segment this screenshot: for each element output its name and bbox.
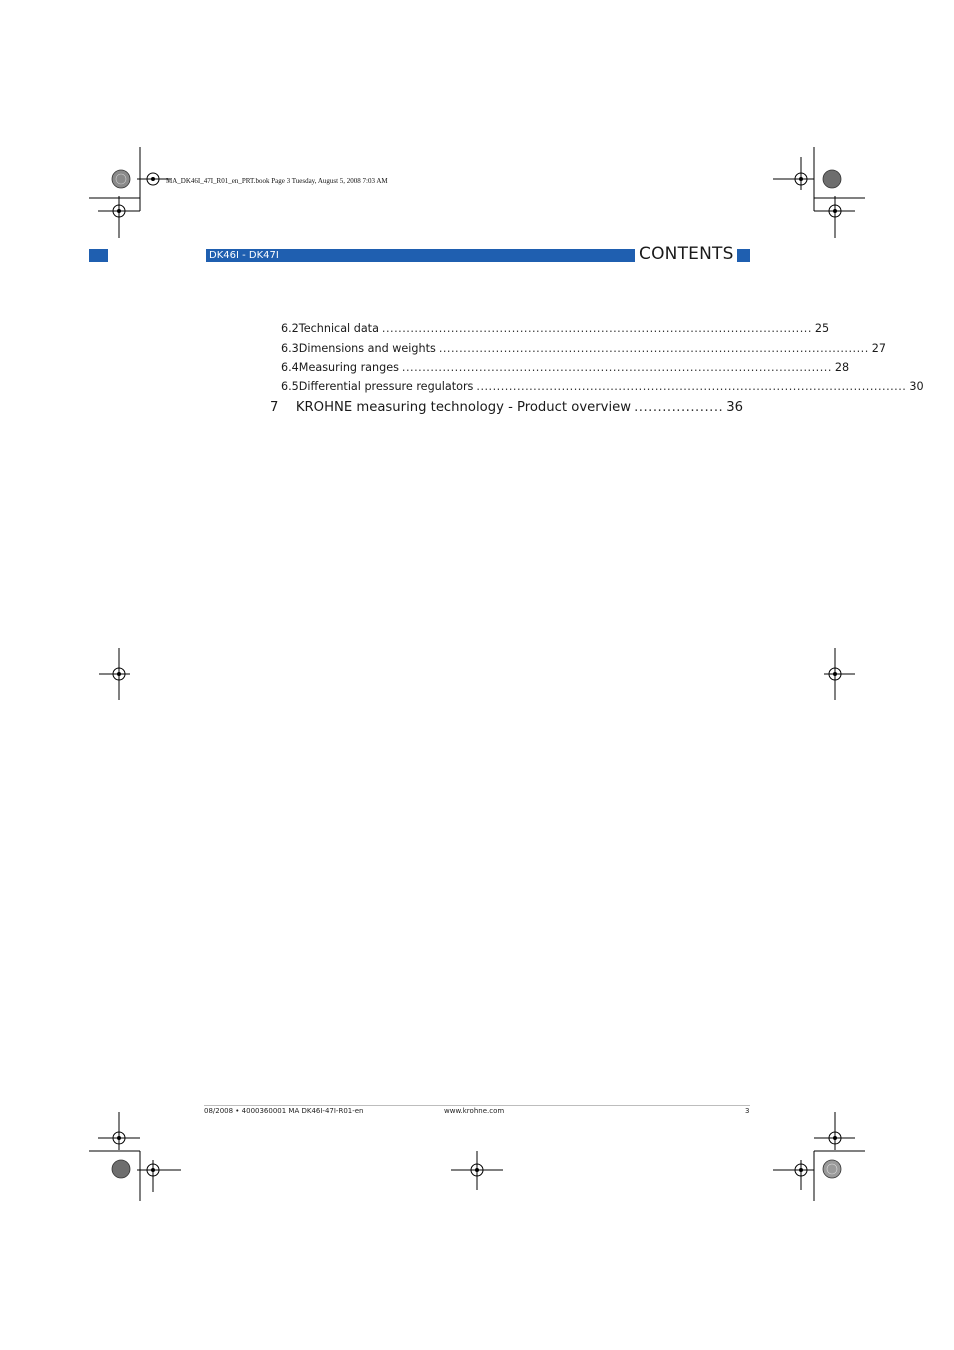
toc-entry[interactable]: [270, 361, 850, 374]
print-slug: MA_DK46I_47I_R01_en_PRT.book Page 3 Tuesday, August 5, 2008 7:03 AM: [166, 177, 388, 185]
toc-leader: ..........................................................................................................: [438, 342, 869, 355]
toc-page: 25: [814, 322, 830, 335]
toc-number: 6.3: [281, 342, 299, 355]
toc-leader: ...................: [634, 400, 724, 415]
toc-page: 27: [871, 342, 887, 355]
page-title: CONTENTS: [639, 244, 734, 264]
toc-leader: ..........................................................................................................: [476, 380, 907, 393]
toc-page: 28: [834, 361, 850, 374]
header-bar: [206, 249, 635, 262]
toc-entry-chapter[interactable]: [270, 400, 743, 415]
toc-leader: ..........................................................................................................: [401, 361, 832, 374]
footer-doc-info: 08/2008 • 4000360001 MA DK46I-47I-R01-en: [204, 1107, 364, 1115]
toc-entry[interactable]: [270, 380, 924, 393]
page-number: 3: [745, 1107, 750, 1115]
footer-website[interactable]: www.krohne.com: [444, 1107, 505, 1115]
toc-number: 6.2: [281, 322, 299, 335]
toc-leader: ..........................................................................................................: [381, 322, 812, 335]
toc-title: Dimensions and weights: [298, 342, 436, 355]
header-accent-left: [89, 249, 108, 262]
toc-page: 30: [909, 380, 924, 393]
toc-entry[interactable]: [270, 322, 830, 335]
toc-page: 36: [726, 400, 743, 415]
toc-title: Differential pressure regulators: [298, 380, 474, 393]
toc-entry[interactable]: [270, 342, 887, 355]
toc-title: KROHNE measuring technology - Product overview: [295, 400, 632, 415]
toc-title: Technical data: [298, 322, 379, 335]
footer-divider: [204, 1105, 750, 1106]
toc-title: Measuring ranges: [298, 361, 399, 374]
toc-number: 6.5: [281, 380, 299, 393]
toc-number: 6.4: [281, 361, 299, 374]
header-product: DK46I - DK47I: [209, 250, 279, 261]
toc-number: 7: [270, 400, 279, 415]
header-accent-right: [737, 249, 750, 262]
